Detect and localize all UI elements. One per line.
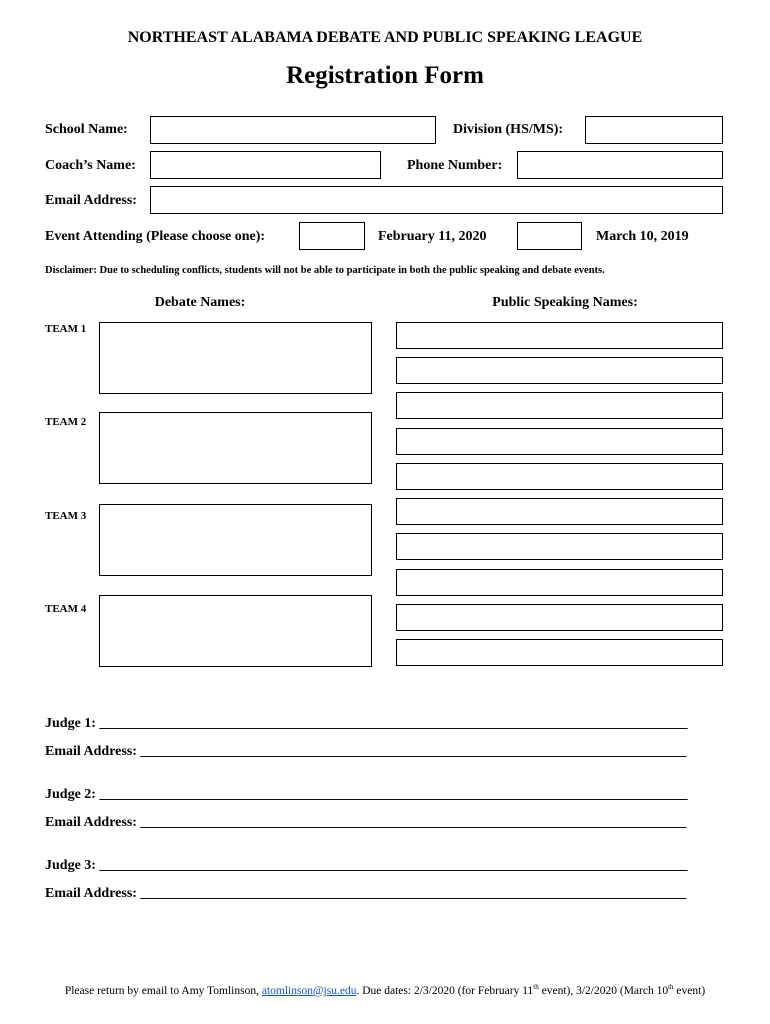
school-name-label: School Name: [45, 122, 128, 137]
footer-prefix: Please return by email to Amy Tomlinson, [64, 984, 262, 997]
public-speaking-name-field-7[interactable] [396, 533, 723, 560]
judge-3-email-line[interactable]: Email Address: ______________________________________________________________________________ [45, 886, 687, 901]
phone-number-label: Phone Number: [407, 158, 503, 173]
public-speaking-name-field-6[interactable] [396, 498, 723, 525]
public-speaking-names-heading: Public Speaking Names: [492, 295, 638, 310]
public-speaking-name-field-1[interactable] [396, 322, 723, 349]
footer-note [0, 983, 770, 997]
judge-1-line[interactable]: Judge 1: ____________________________________________________________________________________ [45, 716, 688, 731]
judge-2-line[interactable]: Judge 2: ____________________________________________________________________________________ [45, 787, 688, 802]
disclaimer: Disclaimer: Due to scheduling conflicts, students will not be able to participate in both the public speaking and debate events. [45, 265, 605, 276]
email-address-field[interactable] [150, 186, 723, 214]
public-speaking-name-field-9[interactable] [396, 604, 723, 631]
footer-due-dates-2: event), 3/2/2020 (March 10 [538, 984, 669, 997]
division-label: Division (HS/MS): [453, 122, 564, 137]
public-speaking-name-field-2[interactable] [396, 357, 723, 384]
public-speaking-name-field-10[interactable] [396, 639, 723, 666]
team-2-label: TEAM 2 [45, 416, 87, 428]
team-4-names-field[interactable] [99, 595, 372, 667]
team-1-label: TEAM 1 [45, 323, 87, 335]
public-speaking-name-field-3[interactable] [396, 392, 723, 419]
judge-3-line[interactable]: Judge 3: ____________________________________________________________________________________ [45, 858, 688, 873]
debate-names-heading: Debate Names: [154, 295, 246, 310]
event-option-1-label: February 11, 2020 [378, 229, 487, 244]
contact-email-link[interactable]: atomlinson@jsu.edu [261, 984, 357, 997]
email-address-label: Email Address: [45, 193, 137, 208]
public-speaking-name-field-5[interactable] [396, 463, 723, 490]
form-title: Registration Form [286, 62, 484, 89]
event-option-1-checkbox[interactable] [299, 222, 365, 250]
coach-name-label: Coach’s Name: [45, 158, 136, 173]
team-3-label: TEAM 3 [45, 510, 87, 522]
footer-due-dates: . Due dates: 2/3/2020 (for February 11 [356, 984, 534, 997]
coach-name-field[interactable] [150, 151, 381, 179]
public-speaking-name-field-8[interactable] [396, 569, 723, 596]
team-3-names-field[interactable] [99, 504, 372, 576]
event-attending-label: Event Attending (Please choose one): [45, 229, 266, 244]
footer-sup-2: th [668, 983, 674, 991]
public-speaking-name-field-4[interactable] [396, 428, 723, 455]
judge-2-email-line[interactable]: Email Address: ______________________________________________________________________________ [45, 815, 687, 830]
footer-end: event) [673, 984, 706, 997]
footer-sup-1: th [533, 983, 539, 991]
team-4-label: TEAM 4 [45, 603, 87, 615]
phone-number-field[interactable] [517, 151, 723, 179]
event-option-2-label: March 10, 2019 [596, 229, 689, 244]
league-heading: NORTHEAST ALABAMA DEBATE AND PUBLIC SPEAKING LEAGUE [127, 29, 643, 46]
team-1-names-field[interactable] [99, 322, 372, 394]
team-2-names-field[interactable] [99, 412, 372, 484]
division-field[interactable] [585, 116, 723, 144]
school-name-field[interactable] [150, 116, 436, 144]
event-option-2-checkbox[interactable] [517, 222, 582, 250]
judge-1-email-line[interactable]: Email Address: ______________________________________________________________________________ [45, 744, 687, 759]
